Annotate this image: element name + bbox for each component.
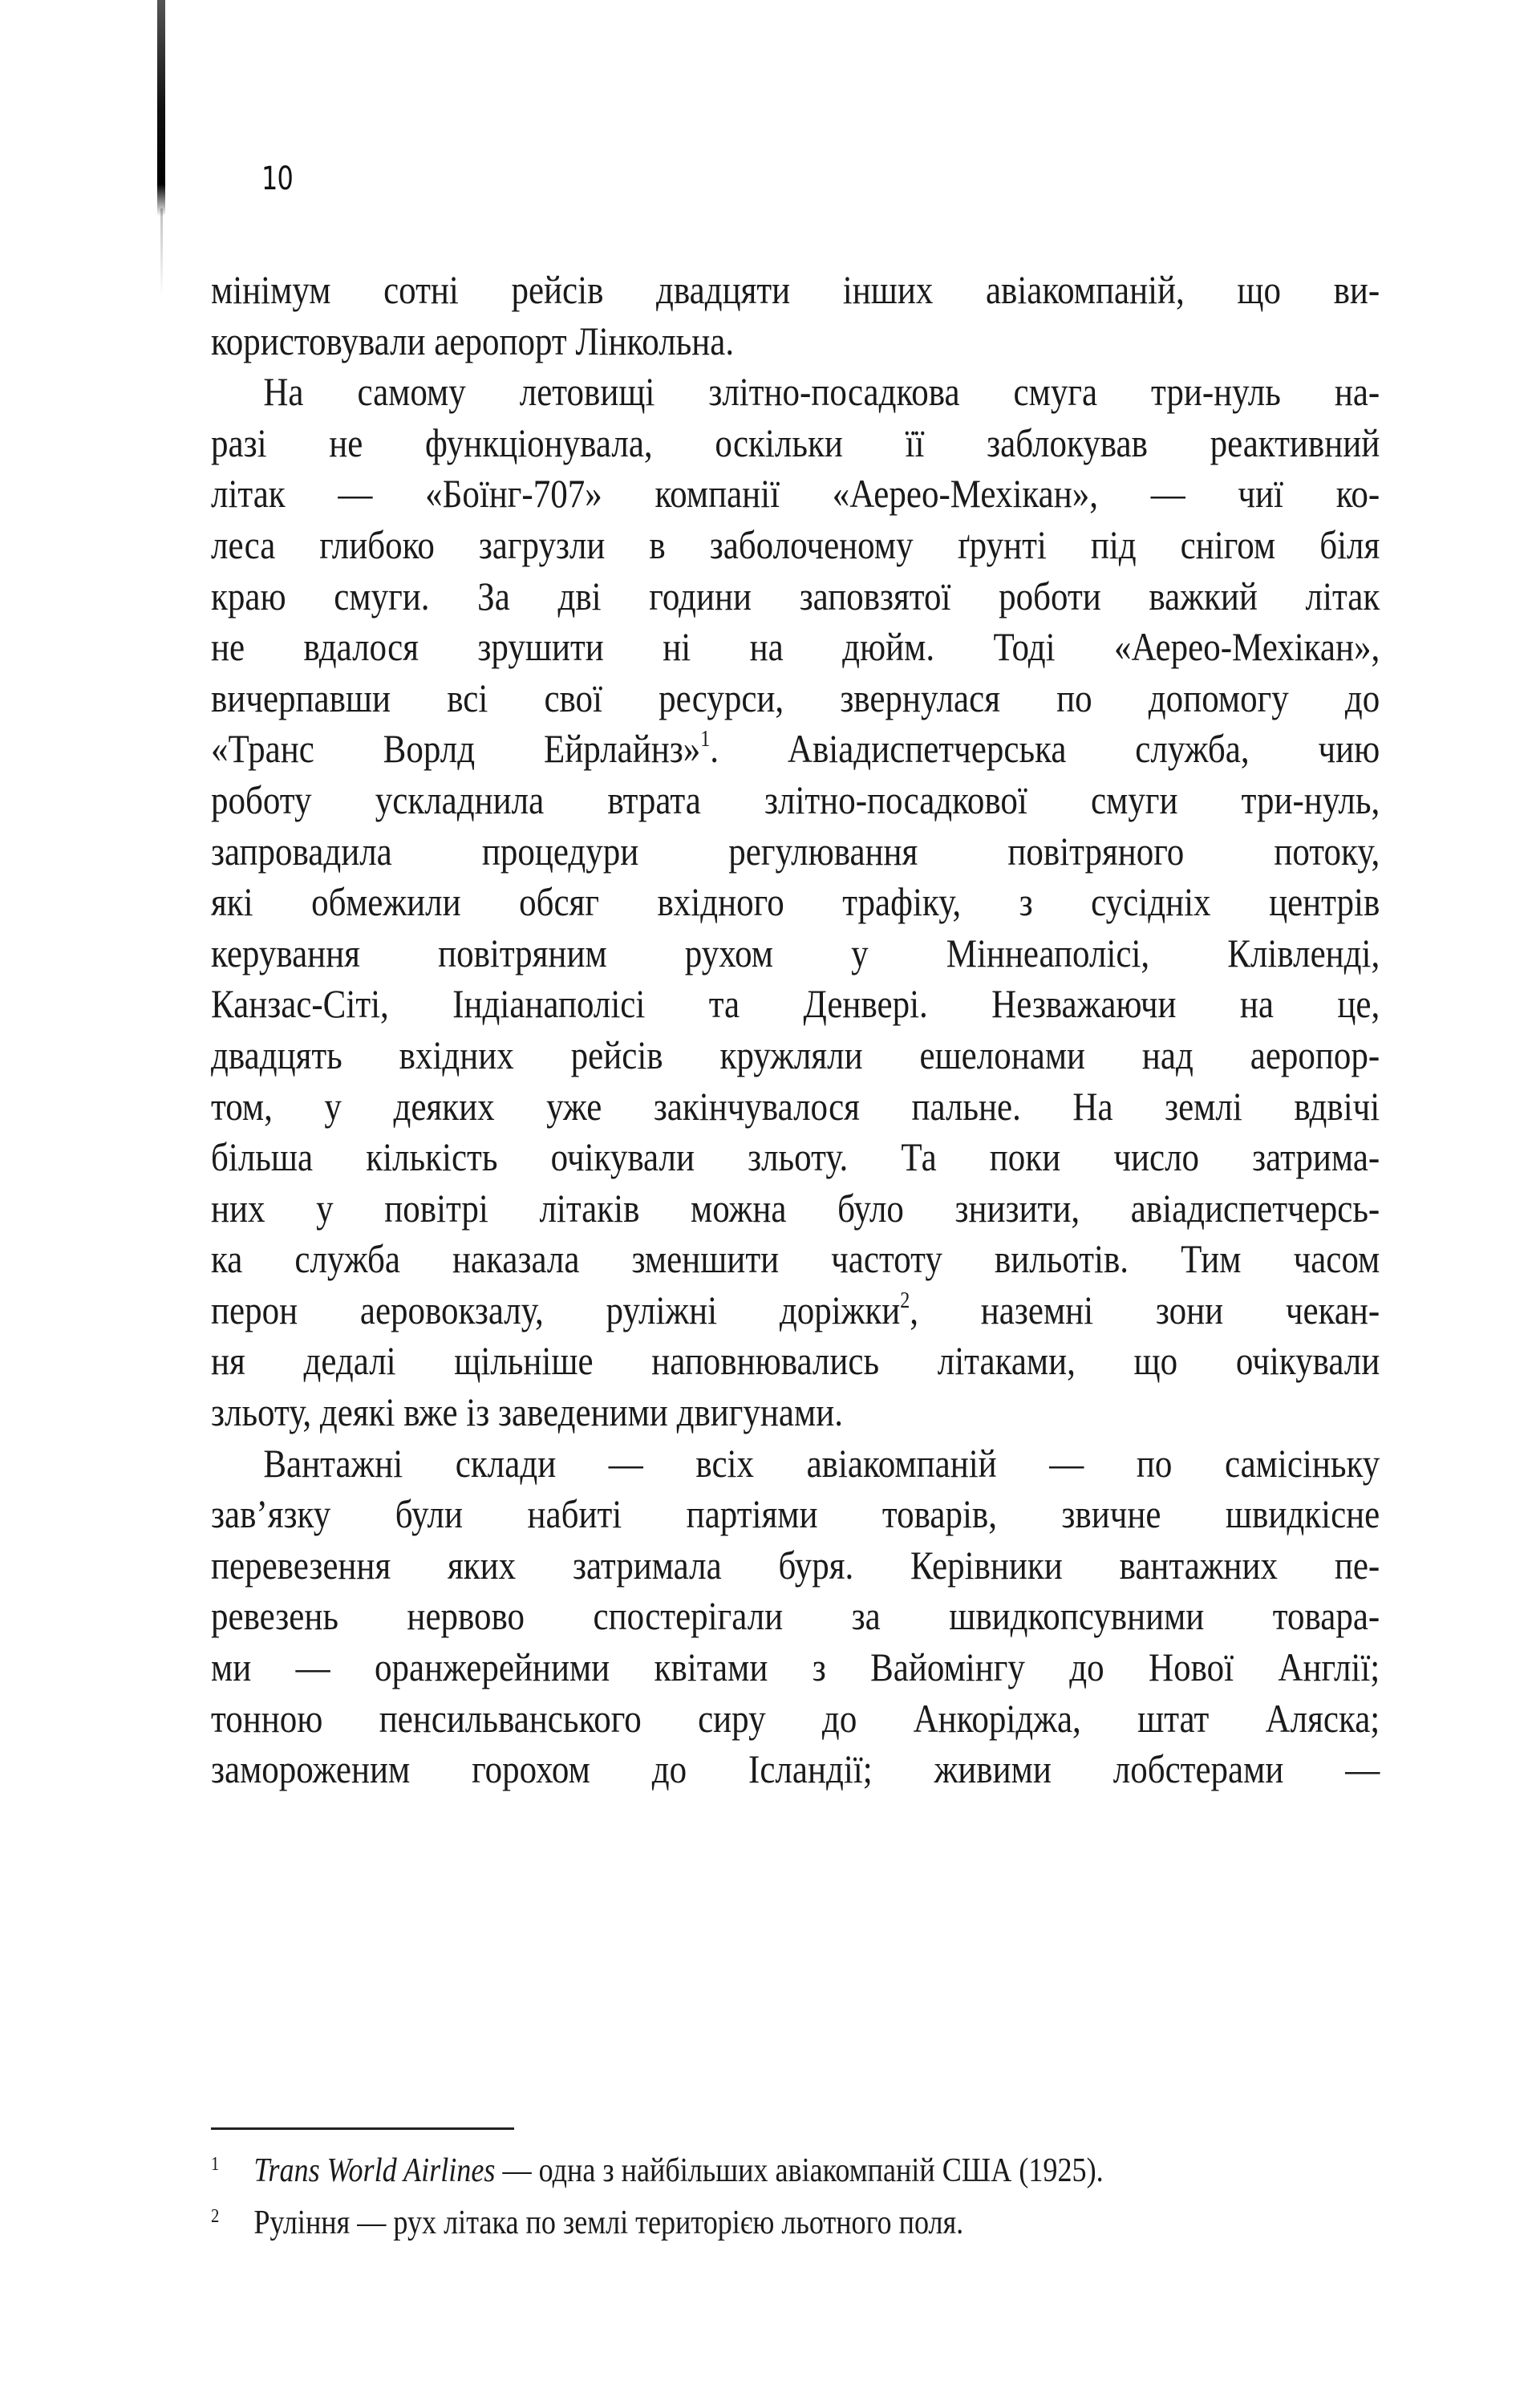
footnote-number: 1 [211,2154,220,2175]
text-line: перевезення яких затримала буря. Керівники вантажних пе- [211,1542,1380,1588]
text-line [211,1285,1380,1336]
footnote-italic-term: Trans World Airlines [253,2152,496,2189]
text-line: роботу ускладнила втрата злітно-посадкової смуги три-нуль, [211,777,1380,822]
text-line: тонною пенсильванського сиру до Анкоріджа, штат Аляска; [211,1695,1380,1741]
line-text: перон аеровокзалу, руліжні доріжки [211,1287,901,1332]
footnote-divider [211,2127,514,2130]
text-line: том, у деяких уже закінчувалося пальне. На землі вдвічі [211,1083,1380,1129]
page-number: 10 [261,160,294,197]
text-line: ня дедалі щільніше наповнювались літаками, що очікували [211,1338,1380,1384]
text-line: разі не функціонувала, оскільки її заблокував реактивний [211,420,1380,465]
text-line: Вантажні склади — всіх авіакомпаній — по самісіньку [263,1440,1380,1486]
footnote-text: — одна з найбільших авіакомпаній США (1925). [495,2152,1104,2189]
text-line: замороженим горохом до Ісландії; живими лобстерами — [211,1746,1380,1792]
footnotes [211,2142,1390,2246]
text-line: зав’язку були набиті партіями товарів, звичне швидкісне [211,1491,1380,1537]
text-line: краю смуги. За дві години заповзятої роботи важкий літак [211,573,1380,618]
footnote-2 [211,2194,1225,2246]
text-line: зльоту, деякі вже із заведеними двигунами. [211,1389,843,1435]
line-text: «Транс Ворлд Ейрлайнз» [211,726,701,772]
text-line: керування повітряним рухом у Міннеаполісі, Клівленді, [211,930,1380,975]
book-spine-fade [160,209,163,297]
text-line: користовували аеропорт Лінкольна. [211,318,735,363]
footnote-ref-2[interactable]: 2 [900,1288,910,1313]
text-line: ка служба наказала зменшити частоту вильотів. Тим часом [211,1236,1380,1282]
text-line: Канзас-Сіті, Індіанаполісі та Денвері. Незважаючи на це, [211,981,1380,1027]
body-text [211,265,1380,1795]
text-line: не вдалося зрушити ні на дюйм. Тоді «Аерео-Мехікан», [211,624,1380,670]
text-line: них у повітрі літаків можна було знизити, авіадиспетчерсь- [211,1185,1380,1231]
text-line: вичерпавши всі свої ресурси, звернулася по допомогу до [211,675,1380,720]
text-line: більша кількість очікували зльоту. Та поки число затрима- [211,1134,1380,1180]
text-line: запровадила процедури регулювання повітряного потоку, [211,828,1380,874]
text-line [211,724,1380,775]
footnote-ref-1[interactable]: 1 [700,727,711,752]
text-line: які обмежили обсяг вхідного трафіку, з сусідніх центрів [211,879,1380,925]
footnote-1 [211,2142,1225,2194]
text-line: двадцять вхідних рейсів кружляли ешелонами над аеропор- [211,1032,1380,1077]
text-line: ми — оранжерейними квітами з Вайомінгу до Нової Англії; [211,1645,1380,1690]
line-text: , наземні зони чекан- [910,1287,1380,1332]
text-line: ревезень нервово спостерігали за швидкопсувними товара- [211,1593,1380,1639]
text-line: леса глибоко загрузли в заболоченому ґрунті під снігом біля [211,521,1380,567]
line-text: . Авіадиспетчерська служба, чию [710,726,1380,772]
text-line: мінімум сотні рейсів двадцяти інших авіакомпаній, що ви- [211,267,1380,312]
footnote-number: 2 [211,2206,220,2227]
footnote-text: Руління — рух літака по землі територією льотного поля. [253,2204,964,2241]
text-line: літак — «Боїнг-707» компанії «Аерео-Мехікан», — чиї ко- [211,471,1380,517]
book-spine-shadow [157,0,165,217]
text-line: На самому летовищі злітно-посадкова смуга три-нуль на- [263,369,1380,415]
